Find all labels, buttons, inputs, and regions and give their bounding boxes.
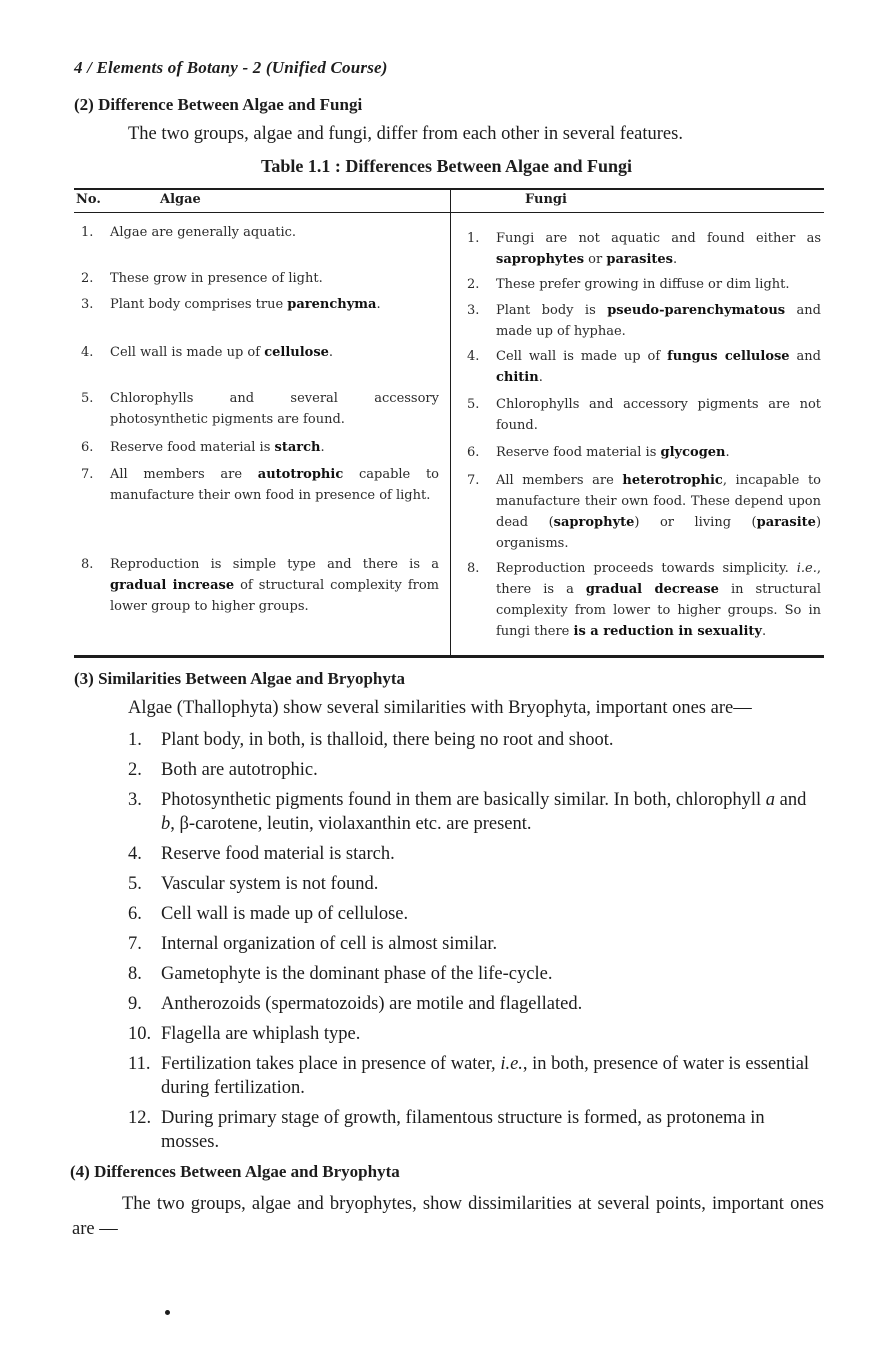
algae-fungi-table [74,188,824,658]
list-text: Antherozoids (spermatozoids) are motile and flagellated. [161,994,583,1014]
list-number: 8. [128,964,142,984]
algae-text: Reserve food material is starch. [110,440,325,455]
section-4-intro: The two groups, algae and bryophytes, show dissimilarities at several points, important ones are — [72,1194,824,1239]
header-algae: Algae [160,192,201,207]
row-number: 5. [81,391,94,406]
list-number: 1. [128,730,142,750]
list-text: Fertilization takes place in presence of water, i.e., in both, presence of water is essential during fertilization. [161,1054,810,1098]
list-text: Both are autotrophic. [161,760,318,780]
row-number: 3. [81,297,94,312]
fungi-text: Cell wall is made up of fungus cellulose and chitin. [496,349,821,385]
row-number: 7. [467,473,480,488]
header-no: No. [76,192,101,207]
table-header-rule [74,212,824,213]
algae-text: Algae are generally aquatic. [110,225,297,240]
table-top-rule [74,188,824,190]
list-text: Plant body, in both, is thalloid, there being no root and shoot. [161,730,614,750]
list-text: Gametophyte is the dominant phase of the life-cycle. [161,964,553,984]
algae-text: Chlorophylls and several accessory photosynthetic pigments are found. [110,391,439,427]
section-4-heading: (4) Differences Between Algae and Bryophyta [70,1162,400,1181]
fungi-text: Plant body is pseudo-parenchymatous and made up of hyphae. [496,303,822,339]
row-number: 2. [81,271,94,286]
row-number: 2. [467,277,480,292]
row-number: 1. [81,225,94,240]
fungi-text: Reserve food material is glycogen. [496,445,730,460]
table-column-divider [450,188,451,656]
row-number: 6. [81,440,94,455]
algae-text: These grow in presence of light. [110,271,323,286]
row-number: 3. [467,303,480,318]
list-text: During primary stage of growth, filamentous structure is formed, as protonema in mosses. [161,1108,765,1152]
row-number: 5. [467,397,480,412]
row-number: 7. [81,467,94,482]
section-2-heading: (2) Difference Between Algae and Fungi [74,95,363,114]
row-number: 6. [467,445,480,460]
list-number: 5. [128,874,142,894]
running-header: 4 / Elements of Botany - 2 (Unified Course) [74,58,388,77]
table-bottom-rule [74,655,824,658]
fungi-text: Fungi are not aquatic and found either as saprophytes or parasites. [496,231,821,267]
list-number: 11. [128,1054,151,1074]
fungi-text: All members are heterotrophic, incapable to manufacture their own food. These depend upon dead (saprophyte) or living (parasite) organisms. [496,473,822,551]
list-text: Flagella are whiplash type. [161,1024,361,1044]
fungi-text: Reproduction proceeds towards simplicity. i.e., there is a gradual decrease in structural complexity from lower to higher groups. So in fungi there is a reduction in sexuality. [496,561,821,639]
algae-text: Plant body comprises true parenchyma. [110,297,381,312]
header-fungi: Fungi [525,192,567,207]
list-number: 7. [128,934,142,954]
list-number: 4. [128,844,142,864]
row-number: 4. [81,345,94,360]
fungi-text: These prefer growing in diffuse or dim light. [496,277,790,292]
section-3-intro: Algae (Thallophyta) show several similarities with Bryophyta, important ones are— [128,698,752,718]
row-number: 4. [467,349,480,364]
list-text: Photosynthetic pigments found in them are basically similar. In both, chlorophyll a and b, β-carotene, leutin, violaxanthin etc. are present. [161,790,807,834]
table-title: Table 1.1 : Differences Between Algae and Fungi [261,156,632,176]
section-2-intro: The two groups, algae and fungi, differ from each other in several features. [128,124,683,144]
list-number: 2. [128,760,142,780]
fungi-text: Chlorophylls and accessory pigments are not found. [496,397,821,433]
section-3-heading: (3) Similarities Between Algae and Bryophyta [74,669,406,688]
algae-text: Cell wall is made up of cellulose. [110,345,334,360]
list-number: 3. [128,790,142,810]
row-number: 1. [467,231,480,246]
list-number: 10. [128,1024,152,1044]
list-number: 6. [128,904,142,924]
stray-dot [165,1310,170,1315]
algae-text: Reproduction is simple type and there is a gradual increase of structural complexity from lower group to higher groups. [110,557,440,614]
list-text: Reserve food material is starch. [161,844,395,864]
list-text: Vascular system is not found. [161,874,379,894]
row-number: 8. [467,561,480,576]
algae-text: All members are autotrophic capable to manufacture their own food in presence of light. [110,467,440,503]
row-number: 8. [81,557,94,572]
list-text: Cell wall is made up of cellulose. [161,904,409,924]
list-text: Internal organization of cell is almost similar. [161,934,498,954]
list-number: 12. [128,1108,152,1128]
list-number: 9. [128,994,142,1014]
